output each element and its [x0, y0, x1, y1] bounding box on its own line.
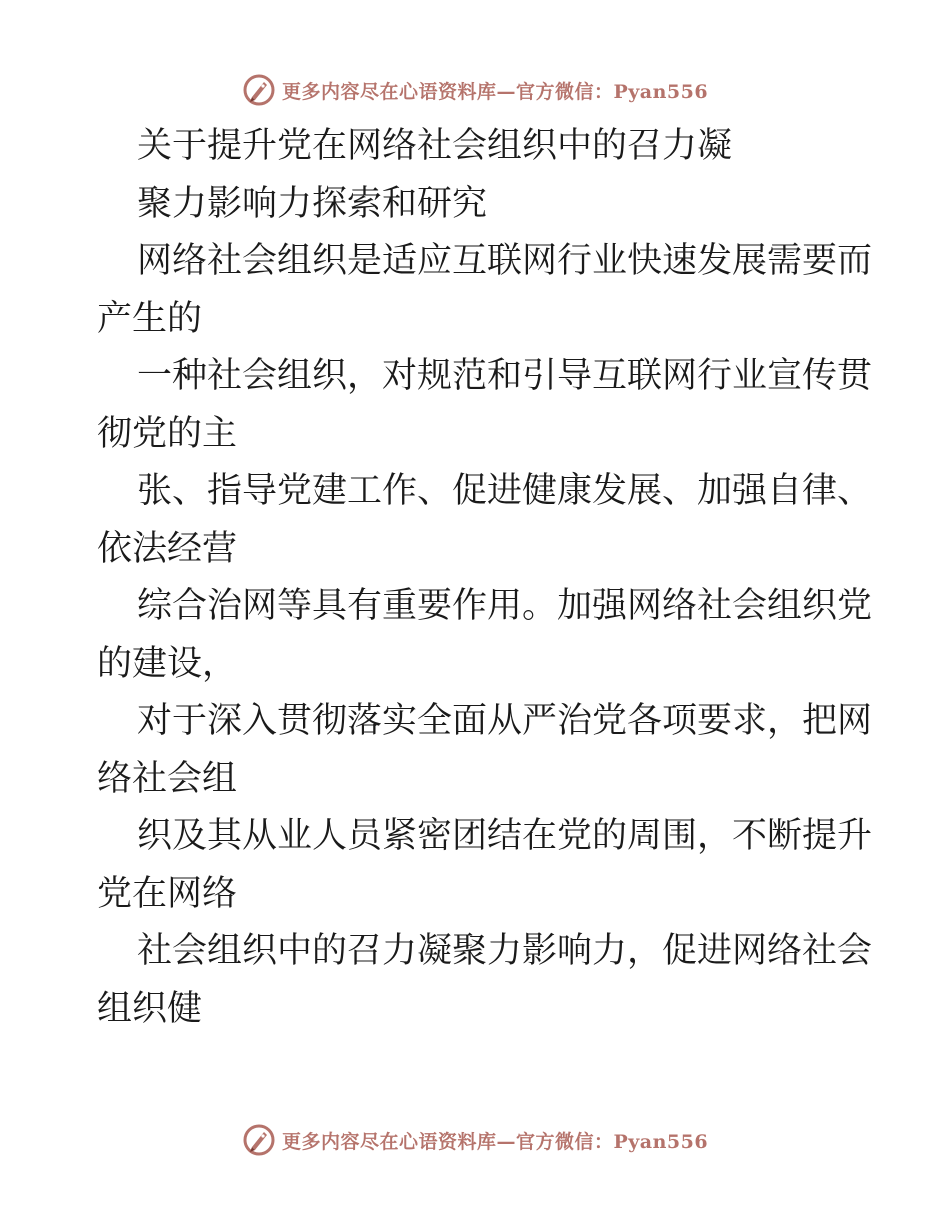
- document-body: [97, 118, 873, 1038]
- paragraph-line: 织及其从业人员紧密团结在党的周围，不断提升: [137, 816, 873, 856]
- paragraph-line: 综合治网等具有重要作用。加强网络社会组织党: [137, 586, 873, 626]
- footer-banner: [0, 1120, 950, 1160]
- paragraph-line: 网络社会组织是适应互联网行业快速发展需要而: [137, 241, 873, 281]
- pen-nib-logo-icon: [242, 73, 276, 107]
- paragraph-line: 党在网络: [97, 873, 238, 914]
- paragraph-line: 彻党的主: [97, 413, 238, 454]
- paragraph-line: 络社会组: [97, 758, 238, 799]
- paragraph-line: 关于提升党在网络社会组织中的召力凝: [137, 126, 733, 166]
- paragraph-line: 聚力影响力探索和研究: [137, 183, 488, 224]
- pen-nib-logo-icon: [242, 1123, 276, 1157]
- header-banner: [0, 70, 950, 110]
- paragraph-line: 对于深入贯彻落实全面从严治党各项要求，把网: [137, 701, 873, 741]
- paragraph-line: 组织健: [97, 988, 203, 1029]
- paragraph-line: 产生的: [97, 298, 203, 339]
- footer-banner-text: 更多内容尽在心语资料库—官方微信：Pyan556: [281, 1130, 709, 1153]
- paragraph-line: 的建设，: [97, 643, 238, 684]
- paragraph-line: 社会组织中的召力凝聚力影响力，促进网络社会: [137, 931, 873, 971]
- paragraph-line: 依法经营: [97, 528, 238, 569]
- header-banner-text: 更多内容尽在心语资料库—官方微信：Pyan556: [281, 80, 709, 103]
- paragraph-line: 一种社会组织，对规范和引导互联网行业宣传贯: [137, 356, 873, 396]
- paragraph-line: 张、指导党建工作、促进健康发展、加强自律、: [137, 471, 873, 511]
